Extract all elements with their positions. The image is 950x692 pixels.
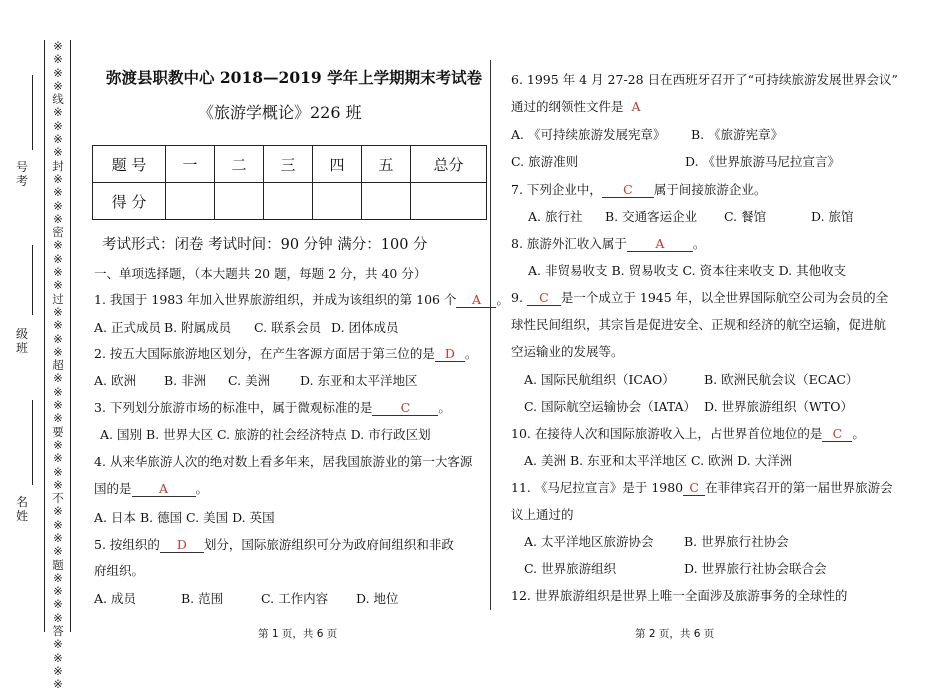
question-3-options: A. 国别 B. 世界大区 C. 旅游的社会经济特点 D. 市行政区划 <box>100 427 431 442</box>
answer-1[interactable]: A <box>471 292 481 307</box>
page-footer-right: 第 2 页，共 6 页 <box>635 628 715 640</box>
score-cell-2: 二 <box>215 146 264 183</box>
score-table-header-row <box>93 146 487 183</box>
question-12: 12. 世界旅游组织是世界上唯一全面涉及旅游事务的全球性的 <box>511 588 848 603</box>
question-6-options-row1: A. 《可持续旅游发展宪章》 B. 《旅游宪章》 <box>511 127 784 142</box>
answer-3[interactable]: C <box>400 400 411 415</box>
class-label: 级班 <box>15 327 28 355</box>
seal-line-text: ※※※※线※※※※封※※※※密※※※※过※※※※超※※※※要※※※※不※※※※题※※※※答※※※※ <box>52 39 64 692</box>
score-input-3[interactable] <box>264 183 313 220</box>
page-footer-left: 第 1 页，共 6 页 <box>258 628 338 640</box>
question-2: 2. 按五大国际旅游地区划分，在产生客源方面居于第三位的是 D 。 <box>94 346 478 361</box>
question-6-options-row2: C. 旅游准则 D. 《世界旅游马尼拉宣言》 <box>511 154 841 169</box>
score-cell-3: 三 <box>264 146 313 183</box>
score-input-1[interactable] <box>166 183 215 220</box>
score-cell-1: 一 <box>166 146 215 183</box>
question-11-options-row2: C. 世界旅游组织 D. 世界旅行社协会联合会 <box>524 561 827 576</box>
question-11-line2: 议上通过的 <box>511 507 574 522</box>
question-9-options-row1: A. 国际民航组织（ICAO） B. 欧洲民航会议（ECAC） <box>524 372 859 387</box>
question-8-options: A. 非贸易收支 B. 贸易收支 C. 资本往来收支 D. 其他收支 <box>528 263 847 278</box>
question-9: 9. C 是一个成立于 1945 年，以全世界国际航空公司为会员的全 <box>511 290 889 305</box>
exam-title: 弥渡县职教中心 2018—2019 学年上学期期末考试卷 <box>106 68 483 87</box>
page-divider <box>490 60 491 610</box>
score-input-2[interactable] <box>215 183 264 220</box>
name-underline <box>32 400 33 485</box>
exam-subject: 《旅游学概论》226 班 <box>198 103 362 122</box>
question-6-line2: 通过的纲领性文件是 A <box>511 99 641 114</box>
margin-line-inner <box>70 40 71 632</box>
score-cell-5: 五 <box>362 146 411 183</box>
question-8: 8. 旅游外汇收入属于 A 。 <box>511 236 706 251</box>
score-input-5[interactable] <box>362 183 411 220</box>
question-6: 6. 1995 年 4 月 27-28 日在西班牙召开了“可持续旅游发展世界会议” <box>511 72 898 87</box>
question-11-options-row1: A. 太平洋地区旅游协会 B. 世界旅行社协会 <box>524 534 789 549</box>
score-cell-total: 总分 <box>411 146 487 183</box>
answer-5[interactable]: D <box>176 537 187 552</box>
question-5-line2: 府组织。 <box>94 563 145 578</box>
exam-no-label: 号考 <box>15 160 28 188</box>
question-4: 4. 从来华旅游人次的绝对数上看多年来，居我国旅游业的第一大客源 <box>94 454 473 469</box>
score-cell-label: 题 号 <box>93 146 166 183</box>
section-1-heading: 一、单项选择题，（本大题共 20 题，每题 2 分，共 40 分） <box>94 266 427 281</box>
question-10-options: A. 美洲 B. 东亚和太平洋地区 C. 欧洲 D. 大洋洲 <box>524 453 793 468</box>
answer-4[interactable]: A <box>159 481 169 496</box>
margin-line-outer <box>44 40 45 632</box>
question-9-options-row2: C. 国际航空运输协会（IATA） D. 世界旅游组织（WTO） <box>524 399 853 414</box>
score-row-label: 得 分 <box>93 183 166 220</box>
answer-9[interactable]: C <box>539 290 549 305</box>
exam-info: 考试形式：闭卷 考试时间：90 分钟 满分：100 分 <box>102 237 428 253</box>
binding-margin <box>0 0 75 692</box>
question-9-line2: 球性民间组织，其宗旨是促进安全、正规和经济的航空运输，促进航 <box>511 317 887 332</box>
question-1-options: A. 正式成员 B. 附属成员 C. 联系会员 D. 团体成员 <box>94 320 399 335</box>
answer-11[interactable]: C <box>689 480 699 495</box>
question-1: 1. 我国于 1983 年加入世界旅游组织，并成为该组织的第 106 个 A 。 <box>94 292 509 307</box>
score-table-score-row <box>93 183 487 220</box>
answer-10[interactable]: C <box>832 426 843 441</box>
question-9-line3: 空运输业的发展等。 <box>511 344 624 359</box>
name-label: 名姓 <box>15 495 28 523</box>
exam-no-underline <box>32 75 33 150</box>
question-7: 7. 下列企业中， C 属于间接旅游企业。 <box>511 182 767 197</box>
class-underline <box>32 245 33 315</box>
question-3: 3. 下列划分旅游市场的标准中，属于微观标准的是 C 。 <box>94 400 451 415</box>
answer-7[interactable]: C <box>623 182 633 197</box>
question-2-options: A. 欧洲 B. 非洲 C. 美洲 D. 东亚和太平洋地区 <box>94 373 418 388</box>
score-input-4[interactable] <box>313 183 362 220</box>
question-5: 5. 按组织的 D 划分，国际旅游组织可分为政府间组织和非政 <box>94 537 454 552</box>
score-input-total[interactable] <box>411 183 487 220</box>
score-table <box>92 145 487 220</box>
question-7-options: A. 旅行社 B. 交通客运企业 C. 餐馆 D. 旅馆 <box>528 209 854 224</box>
answer-6[interactable]: A <box>631 99 641 114</box>
score-cell-4: 四 <box>313 146 362 183</box>
question-11: 11. 《马尼拉宣言》是于 1980 C 在菲律宾召开的第一届世界旅游会 <box>511 480 893 495</box>
answer-2[interactable]: D <box>444 346 455 361</box>
question-4-line2: 国的是 A 。 <box>94 481 209 496</box>
question-10: 10. 在接待人次和国际旅游收入上，占世界首位地位的是 C 。 <box>511 426 865 441</box>
answer-8[interactable]: A <box>655 236 665 251</box>
question-5-options: A. 成员 B. 范围 C. 工作内容 D. 地位 <box>94 591 399 606</box>
question-4-options: A. 日本 B. 德国 C. 美国 D. 英国 <box>94 510 275 525</box>
